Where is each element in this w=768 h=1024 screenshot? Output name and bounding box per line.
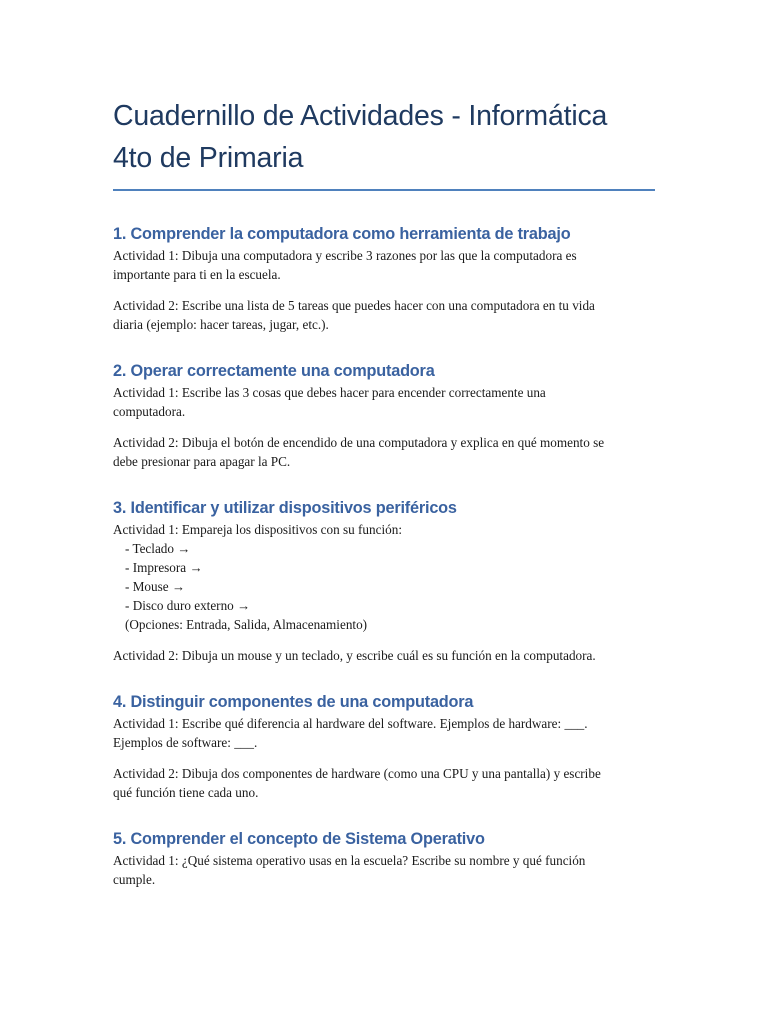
section-heading: 3. Identificar y utilizar dispositivos periféricos	[113, 499, 457, 517]
section-heading: 2. Operar correctamente una computadora	[113, 362, 435, 380]
text-line: Actividad 1: Dibuja una computadora y escribe 3 razones por las que la computadora es	[113, 248, 577, 263]
match-item: - Impresora →	[125, 560, 203, 575]
activity-paragraph	[113, 433, 658, 471]
text-line: computadora.	[113, 404, 186, 419]
section-heading: 1. Comprender la computadora como herramienta de trabajo	[113, 225, 571, 243]
activity-paragraph	[113, 296, 658, 334]
match-item: - Disco duro externo →	[125, 598, 251, 613]
text-line: Actividad 1: ¿Qué sistema operativo usas en la escuela? Escribe su nombre y qué función	[113, 853, 586, 868]
text-line: Actividad 1: Empareja los dispositivos con su función:	[113, 522, 402, 537]
text-line: diaria (ejemplo: hacer tareas, jugar, etc.).	[113, 317, 329, 332]
text-line: Actividad 1: Escribe las 3 cosas que debes hacer para encender correctamente una	[113, 385, 546, 400]
document-title	[113, 95, 658, 179]
title-divider	[113, 189, 655, 191]
activity-paragraph	[113, 383, 658, 421]
text-line: debe presionar para apagar la PC.	[113, 454, 291, 469]
section-1	[113, 224, 658, 334]
section-3	[113, 498, 658, 665]
text-line: Actividad 2: Escribe una lista de 5 tareas que puedes hacer con una computadora en tu vida	[113, 298, 595, 313]
text-line: Actividad 2: Dibuja dos componentes de hardware (como una CPU y una pantalla) y escribe	[113, 766, 601, 781]
text-line: importante para ti en la escuela.	[113, 267, 281, 282]
section-4	[113, 692, 658, 802]
section-heading: 4. Distinguir componentes de una computadora	[113, 693, 474, 711]
title-line-2: 4to de Primaria	[113, 142, 304, 174]
section-2	[113, 361, 658, 471]
title-line-1: Cuadernillo de Actividades - Informática	[113, 100, 608, 132]
activity-paragraph	[113, 851, 658, 889]
text-line: Ejemplos de software: ___.	[113, 735, 258, 750]
options-text: (Opciones: Entrada, Salida, Almacenamiento)	[125, 617, 368, 632]
activity-paragraph	[113, 764, 658, 802]
section-5	[113, 829, 658, 889]
text-line: Actividad 2: Dibuja el botón de encendido de una computadora y explica en qué momento se	[113, 435, 605, 450]
activity-paragraph	[113, 714, 658, 752]
match-item: - Mouse →	[125, 579, 186, 594]
section-heading: 5. Comprender el concepto de Sistema Operativo	[113, 830, 485, 848]
match-item: - Teclado →	[125, 541, 191, 556]
text-line: cumple.	[113, 872, 156, 887]
document-page	[113, 95, 658, 889]
activity-paragraph	[113, 520, 658, 634]
activity-paragraph	[113, 246, 658, 284]
activity-paragraph	[113, 646, 658, 665]
text-line: qué función tiene cada uno.	[113, 785, 259, 800]
text-line: Actividad 2: Dibuja un mouse y un teclado, y escribe cuál es su función en la computadora.	[113, 648, 596, 663]
text-line: Actividad 1: Escribe qué diferencia al hardware del software. Ejemplos de hardware: ___.	[113, 716, 588, 731]
